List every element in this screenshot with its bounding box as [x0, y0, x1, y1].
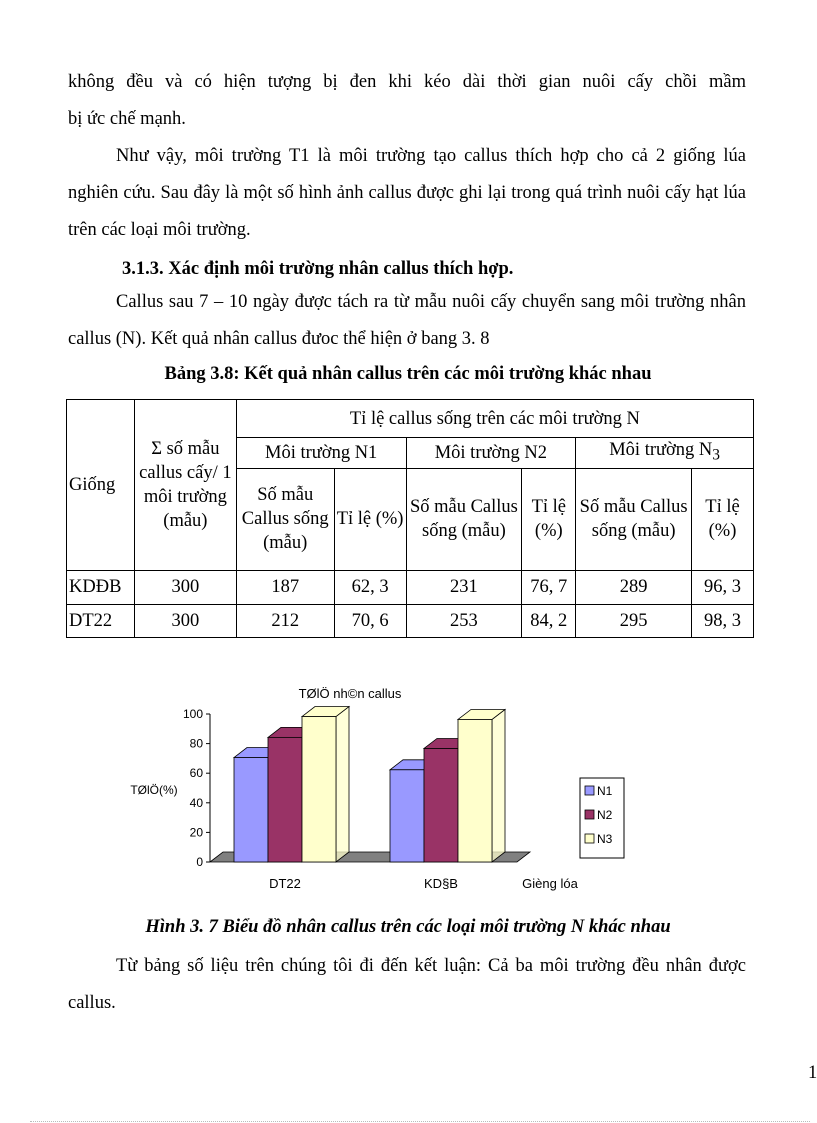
bar-n1	[390, 770, 424, 862]
cell-n3-rate: 96, 3	[692, 570, 754, 604]
y-tick-label: 80	[189, 736, 203, 751]
cell-n3-rate: 98, 3	[692, 604, 754, 637]
y-tick-label: 0	[196, 855, 203, 869]
header-count-n1: Số mẫu Callus sống (mẫu)	[236, 468, 334, 570]
legend-swatch-n1	[585, 786, 594, 795]
x-axis-title: Gièng lóa	[522, 876, 578, 891]
results-table	[66, 399, 754, 638]
table-caption: Bảng 3.8: Kết quả nhân callus trên các môi trường khác nhau	[164, 364, 652, 384]
cell-giong: DT22	[67, 604, 135, 637]
header-total: Σ số mẫu callus cấy/ 1 môi trường (mẫu)	[134, 400, 236, 571]
cell-n2-count: 231	[406, 570, 522, 604]
paragraph: Như vậy, môi trường T1 là môi trường tạo callus thích hợp cho cả 2 giống lúa nghiên cứu. Sau đây là một số hình ảnh callus được ghi lại trong quá trình nuôi cấy hạt lúa trên các loại môi trường.	[68, 146, 746, 240]
section-heading: 3.1.3. Xác định môi trường nhân callus thích hợp.	[122, 259, 514, 279]
header-count-n3: Số mẫu Callus sống (mẫu)	[576, 468, 692, 570]
table-row	[67, 604, 754, 637]
y-tick-label: 100	[182, 707, 203, 721]
cell-n1-rate: 70, 6	[334, 604, 406, 637]
bar-n3	[458, 719, 492, 862]
paragraph: Callus sau 7 – 10 ngày được tách ra từ mẫu nuôi cấy chuyển sang môi trường nhân callus (N). Kết quả nhân callus đưoc thể hiện ở bang 3. 8	[68, 292, 746, 349]
legend-label: N2	[597, 808, 613, 822]
y-tick-label: 40	[189, 795, 203, 810]
cell-n2-rate: 84, 2	[522, 604, 576, 637]
chart-title: TØlÖ nh©n callus	[298, 686, 402, 701]
legend-swatch-n3	[585, 834, 594, 843]
bar-n2	[268, 737, 302, 862]
header-count-n2: Số mẫu Callus sống (mẫu)	[406, 468, 522, 570]
paragraph-line: không đều và có hiện tượng bị đen khi kéo dài thời gian nuôi cấy chồi mầm	[68, 72, 746, 92]
page-number: 1	[808, 1063, 817, 1083]
bar-side	[492, 709, 505, 862]
bar-side	[336, 707, 349, 862]
header-env-n3	[576, 438, 754, 469]
legend-label: N1	[597, 784, 613, 798]
legend-swatch-n2	[585, 810, 594, 819]
header-rate-group: Tỉ lệ callus sống trên các môi trường N	[236, 400, 753, 438]
page-footer-divider	[30, 1121, 810, 1122]
header-giong: Giống	[67, 400, 135, 571]
cell-n2-count: 253	[406, 604, 522, 637]
cell-total: 300	[134, 604, 236, 637]
table-row	[67, 570, 754, 604]
header-env-n1: Môi trường N1	[236, 438, 406, 469]
figure-caption: Hình 3. 7 Biểu đồ nhân callus trên các loại môi trường N khác nhau	[145, 917, 671, 937]
bar-n3	[302, 717, 336, 862]
x-tick-label: DT22	[269, 876, 301, 891]
bar-n1	[234, 758, 268, 862]
bar-n2	[424, 748, 458, 862]
y-axis-title: TØlÖ(%)	[130, 783, 178, 797]
paragraph: Từ bảng số liệu trên chúng tôi đi đến kết luận: Cả ba môi trường đều nhân được callus.	[68, 956, 746, 1013]
header-rate-n2: Tỉ lệ (%)	[522, 468, 576, 570]
header-rate-n1: Tỉ lệ (%)	[334, 468, 406, 570]
cell-n2-rate: 76, 7	[522, 570, 576, 604]
paragraph-line: bị ức chế mạnh.	[68, 109, 186, 129]
cell-n3-count: 289	[576, 570, 692, 604]
env-n3-text: Môi trường N	[609, 440, 713, 460]
cell-n1-rate: 62, 3	[334, 570, 406, 604]
cell-giong: KDĐB	[67, 570, 135, 604]
cell-n3-count: 295	[576, 604, 692, 637]
legend-label: N3	[597, 832, 613, 846]
cell-n1-count: 187	[236, 570, 334, 604]
x-tick-label: KD§B	[424, 876, 458, 891]
header-env-n2: Môi trường N2	[406, 438, 576, 469]
env-n3-subscript: 3	[712, 446, 720, 464]
header-rate-n3: Tỉ lệ (%)	[692, 468, 754, 570]
cell-total: 300	[134, 570, 236, 604]
cell-n1-count: 212	[236, 604, 334, 637]
y-tick-label: 60	[189, 766, 203, 781]
y-tick-label: 20	[189, 825, 203, 840]
bar-chart	[110, 684, 630, 894]
